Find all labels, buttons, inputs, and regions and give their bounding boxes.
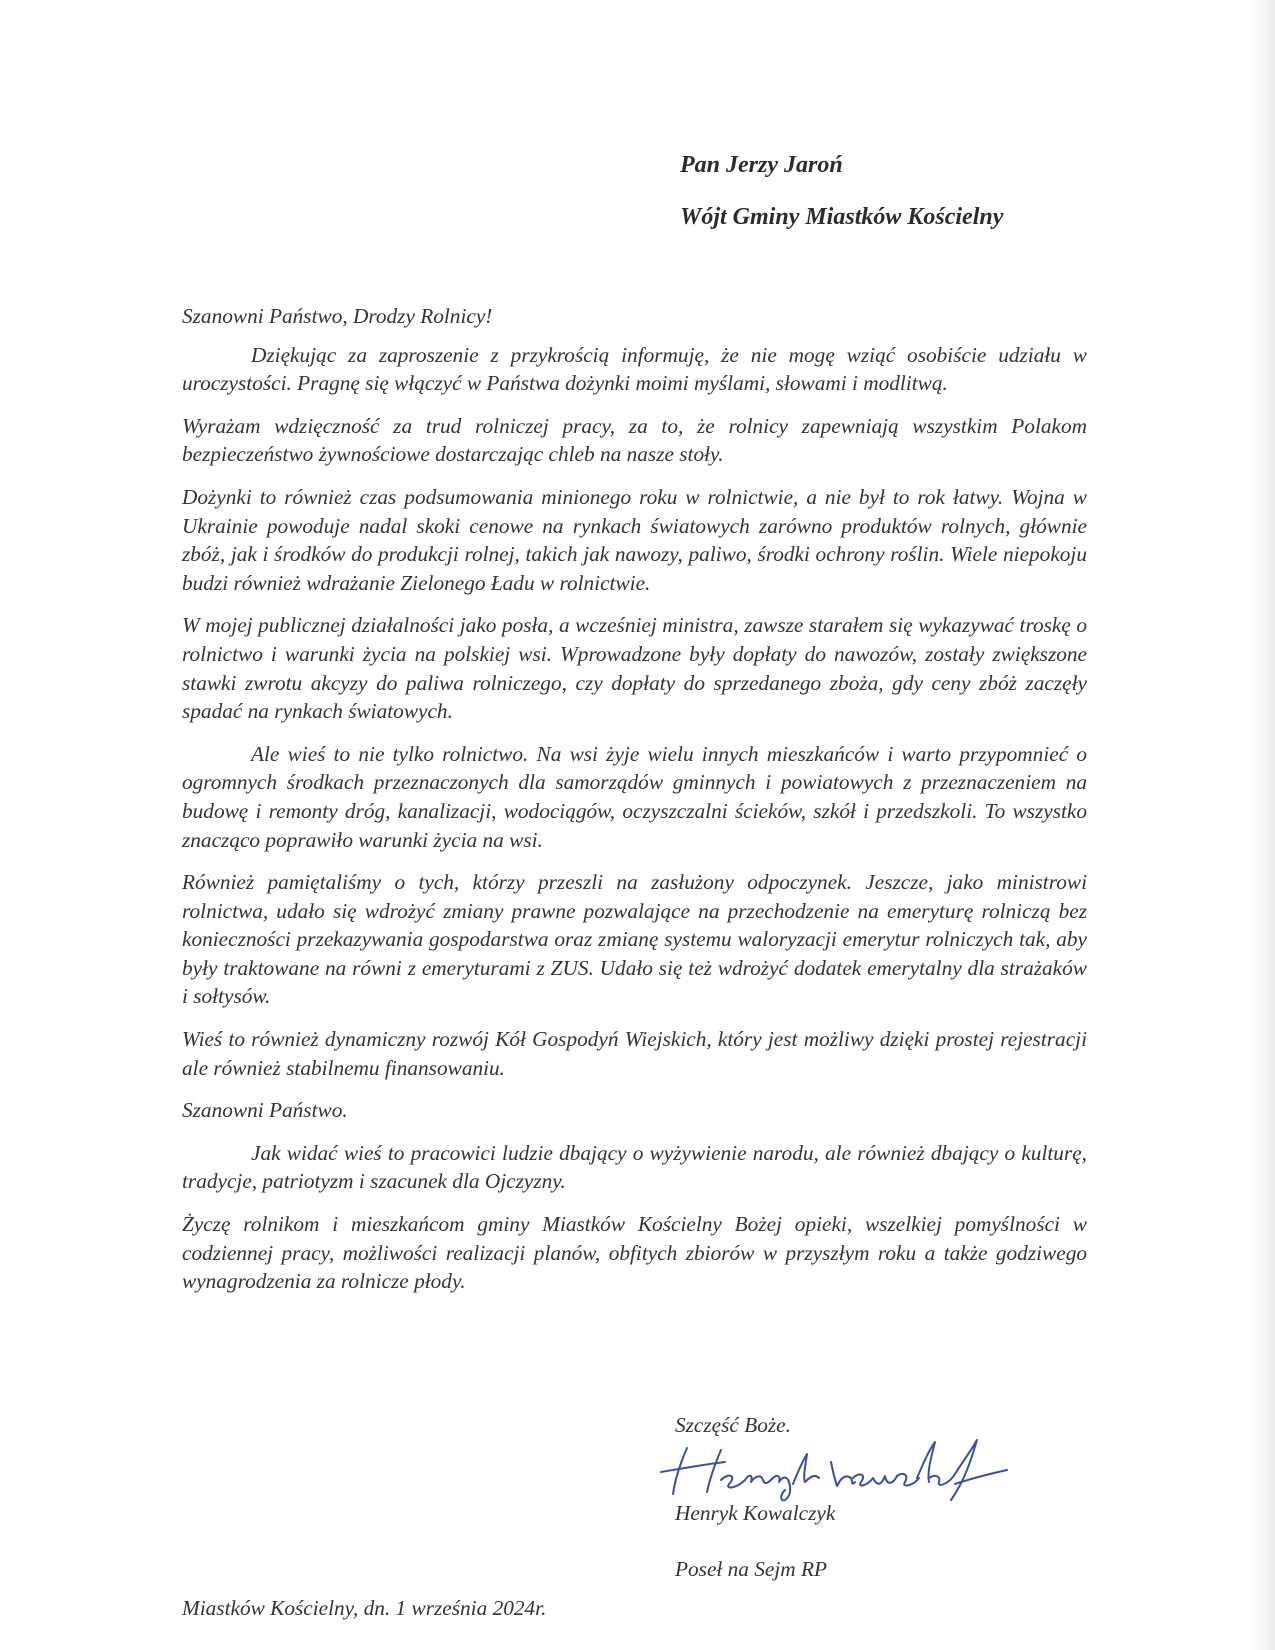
page-edge-shadow — [1251, 0, 1275, 1650]
recipient-title: Wójt Gminy Miastków Kościelny — [680, 204, 1004, 230]
signatory-role: Poseł na Sejm RP — [675, 1557, 828, 1581]
paragraph-10: Życzę rolnikom i mieszkańcom gminy Miastków Kościelny Bożej opieki, wszelkiej pomyślności w codziennej pracy, możliwości realizacji planów, obfitych zbiorów w przyszłym roku a także godziwego wynagrodzenia za rolnicze płody. — [182, 1212, 1087, 1294]
paragraph-5: Ale wieś to nie tylko rolnictwo. Na wsi żyje wielu innych mieszkańców i warto przypomnieć o ogromnych środkach przeznaczonych dla samorządów gminnych i powiatowych z przeznaczeniem na budowę i remonty dróg, kanalizacji, wodociągów, oczyszczalni ścieków, szkół i przedszkoli. To wszystko znacząco poprawiło warunki życia na wsi. — [182, 741, 1087, 852]
paragraph-9: Jak widać wieś to pracowici ludzie dbający o wyżywienie narodu, ale również dbający o kulturę, tradycje, patriotyzm i szacunek dla Ojczyzny. — [182, 1140, 1087, 1194]
paragraph-6: Również pamiętaliśmy o tych, którzy przeszli na zasłużony odpoczynek. Jeszcze, jako ministrowi rolnictwa, udało się wdrożyć zmiany prawne pozwalające na przechodzenie na emeryturę rolniczą bez konieczności przekazywania gospodarstwa oraz zmianę systemu waloryzacji emerytur rolniczych tak, aby były traktowane na równi z emeryturami z ZUS. Udało się też wdrożyć dodatek emerytalny dla strażaków i sołtysów. — [182, 870, 1087, 1009]
paragraph-2: Wyrażam wdzięczność za trud rolniczej pracy, za to, że rolnicy zapewniają wszystkim Polakom bezpieczeństwo żywnościowe dostarczając chleb na nasze stoły. — [182, 413, 1087, 467]
closing-greeting: Szczęść Boże. — [675, 1413, 791, 1437]
paragraph-8: Szanowni Państwo. — [182, 1098, 348, 1123]
signature-image — [655, 1434, 1015, 1504]
closing-block — [675, 1412, 1015, 1582]
paragraph-4: W mojej publicznej działalności jako posła, a wcześniej ministra, zawsze starałem się wykazywać troskę o rolnictwo i warunki życia na polskiej wsi. Wprowadzone były dopłaty do nawozów, zostały zwiększone stawki zwrotu akcyzy do paliwa rolniczego, czy dopłaty do sprzedanego zboża, gdy ceny zbóż zaczęły spadać na rynkach światowych. — [182, 613, 1087, 724]
recipient-name: Pan Jerzy Jaroń — [680, 152, 843, 178]
letter-body — [182, 302, 1087, 1310]
place-and-date: Miastków Kościelny, dn. 1 września 2024r. — [182, 1596, 547, 1620]
paragraph-3: Dożynki to również czas podsumowania minionego roku w rolnictwie, a nie był to rok łatwy. Wojna w Ukrainie powoduje nadal skoki cenowe na rynkach światowych zarówno produktów rolnych, głównie zbóż, jak i środków do produkcji rolnej, takich jak nawozy, paliwo, środki ochrony roślin. Wiele niepokoju budzi również wdrażanie Zielonego Ładu w rolnictwie. — [182, 484, 1087, 595]
paragraph-7: Wieś to również dynamiczny rozwój Kół Gospodyń Wiejskich, który jest możliwy dzięki prostej rejestracji ale również stabilnemu finansowaniu. — [182, 1027, 1087, 1080]
handwritten-signature — [655, 1434, 1015, 1504]
signatory-name: Henryk Kowalczyk — [675, 1501, 836, 1525]
salutation: Szanowni Państwo, Drodzy Rolnicy! — [182, 304, 493, 328]
paragraph-1: Dziękując za zaproszenie z przykrością informuję, że nie mogę wziąć osobiście udziału w uroczystości. Pragnę się włączyć w Państwa dożynki moimi myślami, słowami i modlitwą. — [182, 342, 1087, 396]
recipient-block — [680, 152, 1003, 230]
